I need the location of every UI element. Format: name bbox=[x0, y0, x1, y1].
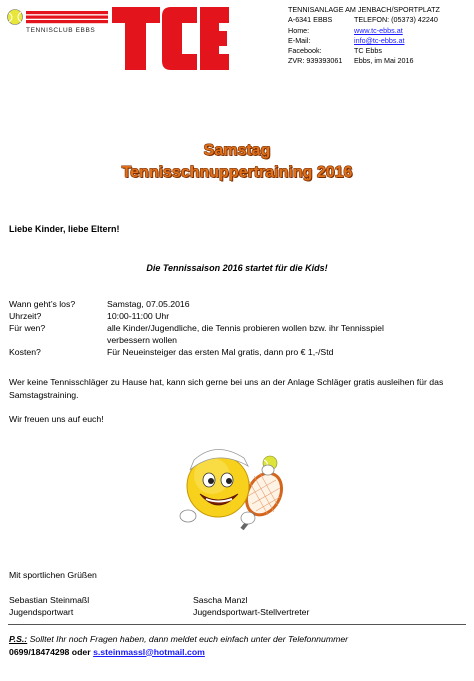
racket-rental-paragraph: Wer keine Tennisschläger zu Hause hat, kann sich gerne bei uns an der Anlage Schläger gratis ausleihen für das Samstagstraining. bbox=[9, 377, 444, 400]
fact-row bbox=[9, 310, 427, 322]
fact-label: Kosten? bbox=[9, 347, 41, 357]
signature-2 bbox=[193, 594, 309, 618]
tennis-smiley-icon bbox=[176, 436, 296, 531]
fact-value: Für Neueinsteiger das ersten Mal gratis, dann pro € 1,-/Std bbox=[107, 347, 334, 357]
info-label: TENNISANLAGE AM JENBACH/SPORTPLATZ bbox=[288, 5, 440, 14]
email-line bbox=[288, 36, 440, 46]
signer-role: Jugendsportwart-Stellvertreter bbox=[193, 607, 310, 617]
signer-role: Jugendsportwart bbox=[9, 607, 74, 617]
signer-name: Sascha Manzl bbox=[193, 595, 248, 605]
phone-line bbox=[288, 15, 440, 25]
closing-paragraph: Wir freuen uns auf euch! bbox=[9, 414, 104, 424]
zvr-label: ZVR: 939393061 bbox=[288, 56, 343, 66]
date-value: Ebbs, im Mai 2016 bbox=[354, 56, 414, 66]
logo-club-name: TENNISCLUB EBBS bbox=[26, 27, 96, 34]
tce-logo bbox=[7, 4, 229, 70]
signature-1 bbox=[9, 594, 89, 618]
fact-row bbox=[9, 298, 427, 310]
postscript bbox=[9, 633, 469, 658]
fact-row bbox=[9, 346, 427, 358]
homepage-link[interactable]: www.tc-ebbs.at bbox=[354, 25, 403, 35]
ps-email-link[interactable]: s.steinmassl@hotmail.com bbox=[93, 646, 205, 657]
fact-row bbox=[9, 322, 427, 346]
email-link[interactable]: info@tc-ebbs.at bbox=[354, 35, 405, 45]
greeting: Liebe Kinder, liebe Eltern! bbox=[9, 224, 120, 234]
info-label: Facebook: bbox=[288, 46, 322, 56]
ps-label: P.S.: bbox=[9, 634, 28, 644]
info-label: E-Mail: bbox=[288, 35, 311, 45]
info-label: A-6341 EBBS bbox=[288, 15, 333, 25]
fact-label: Wann geht’s los? bbox=[9, 299, 76, 309]
phone-value: TELEFON: (05373) 42240 bbox=[354, 15, 438, 25]
regards-line: Mit sportlichen Grüßen bbox=[9, 570, 97, 580]
address-line bbox=[288, 5, 440, 15]
title-line-1: Samstag bbox=[203, 142, 271, 159]
info-label: Home: bbox=[288, 25, 310, 35]
facebook-value: TC Ebbs bbox=[354, 46, 382, 56]
divider bbox=[8, 624, 466, 625]
fact-label: Für wen? bbox=[9, 323, 46, 333]
fact-value: Samstag, 07.05.2016 bbox=[107, 299, 190, 309]
ps-phone: 0699/18474298 oder bbox=[9, 646, 91, 657]
fact-value: 10:00-11:00 Uhr bbox=[107, 311, 170, 321]
title-line-2: Tennisschnuppertraining 2016 bbox=[121, 164, 353, 181]
ps-text: Solltet Ihr noch Fragen haben, dann meldet euch einfach unter der Telefonnummer bbox=[29, 634, 349, 644]
fact-value: alle Kinder/Jugendliche, die Tennis probieren wollen bzw. ihr Tennisspiel verbessern wollen bbox=[107, 323, 384, 345]
club-contact-block bbox=[288, 5, 440, 67]
fact-label: Uhrzeit? bbox=[9, 311, 42, 321]
season-announcement: Die Tennissaison 2016 startet für die Kids! bbox=[146, 263, 328, 273]
signer-name: Sebastian Steinmaßl bbox=[9, 595, 90, 605]
event-facts bbox=[9, 298, 427, 358]
facebook-line bbox=[288, 46, 440, 56]
zvr-line bbox=[288, 56, 440, 66]
home-line bbox=[288, 26, 440, 36]
